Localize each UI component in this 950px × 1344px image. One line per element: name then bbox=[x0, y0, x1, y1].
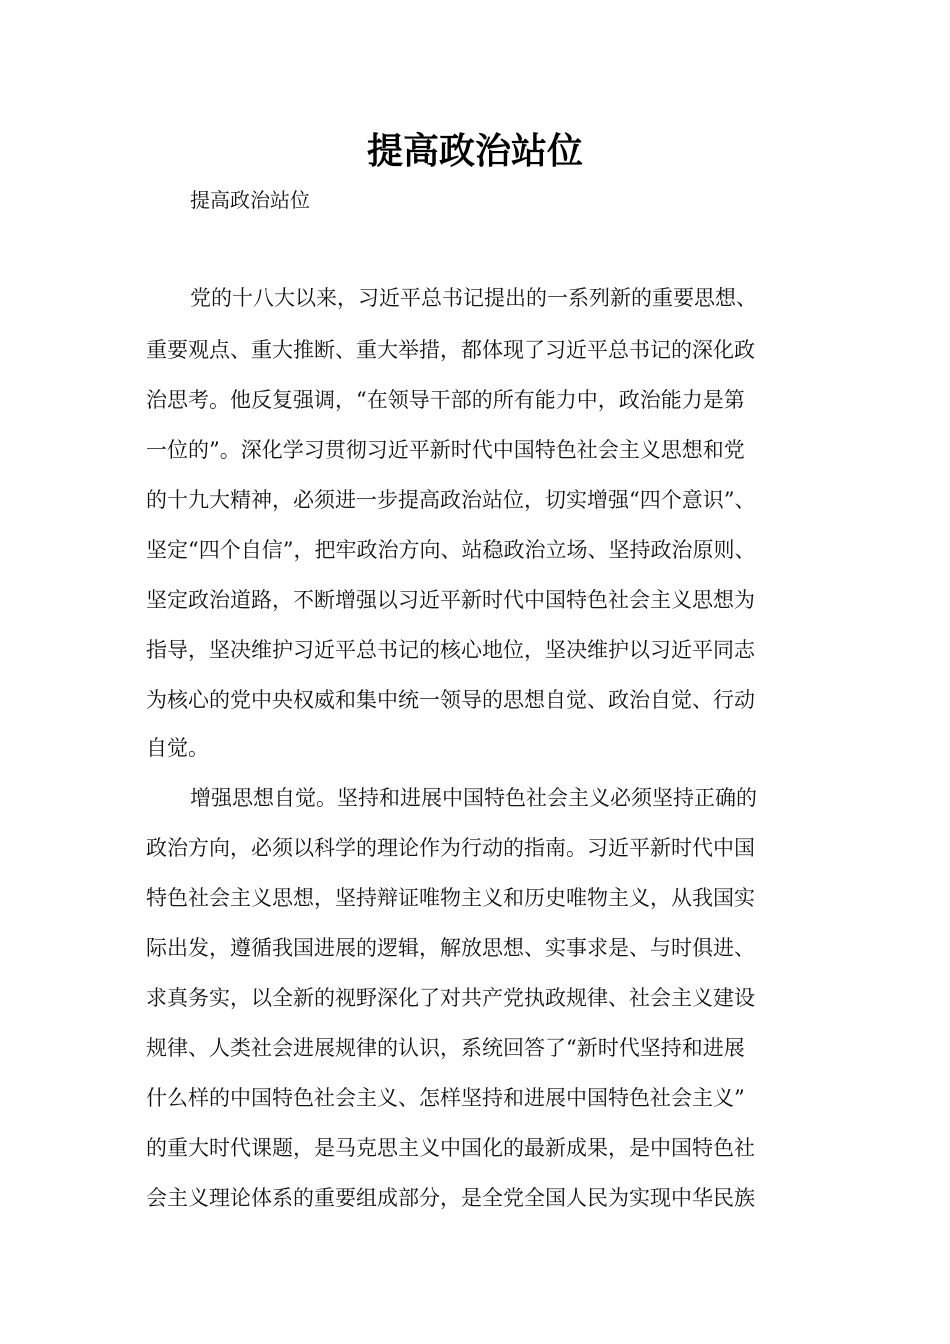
paragraph-2-line: 会主义理论体系的重要组成部分，是全党全国人民为实现中华民族 bbox=[146, 1186, 755, 1210]
document-subtitle: 提高政治站位 bbox=[190, 188, 310, 212]
paragraph-1-line: 党的十八大以来，习近平总书记提出的一系列新的重要思想、 bbox=[190, 286, 757, 310]
paragraph-1-line: 的十九大精神，必须进一步提高政治站位，切实增强“四个意识”、 bbox=[146, 488, 756, 512]
paragraph-2-line: 增强思想自觉。坚持和进展中国特色社会主义必须坚持正确的 bbox=[190, 786, 757, 810]
paragraph-1-line: 重要观点、重大推断、重大举措，都体现了习近平总书记的深化政 bbox=[146, 338, 755, 362]
paragraph-2-line: 特色社会主义思想，坚持辩证唯物主义和历史唯物主义，从我国实 bbox=[146, 886, 755, 910]
paragraph-1-line: 坚定“四个自信”，把牢政治方向、站稳政治立场、坚持政治原则、 bbox=[146, 538, 756, 562]
paragraph-2-line: 政治方向，必须以科学的理论作为行动的指南。习近平新时代中国 bbox=[146, 836, 755, 860]
paragraph-1-line: 治思考。他反复强调，“在领导干部的所有能力中，政治能力是第 bbox=[146, 388, 745, 412]
paragraph-1-line: 坚定政治道路，不断增强以习近平新时代中国特色社会主义思想为 bbox=[146, 588, 755, 612]
paragraph-2-line: 规律、人类社会进展规律的认识，系统回答了“新时代坚持和进展 bbox=[146, 1036, 745, 1060]
paragraph-1-line: 指导，坚决维护习近平总书记的核心地位，坚决维护以习近平同志 bbox=[146, 638, 755, 662]
paragraph-1-line: 为核心的党中央权威和集中统一领导的思想自觉、政治自觉、行动 bbox=[146, 688, 755, 712]
paragraph-1-line: 自觉。 bbox=[146, 736, 209, 760]
document-title: 提高政治站位 bbox=[366, 131, 583, 172]
paragraph-2-line: 求真务实，以全新的视野深化了对共产党执政规律、社会主义建设 bbox=[146, 986, 755, 1010]
paragraph-2-line: 际出发，遵循我国进展的逻辑，解放思想、实事求是、与时俱进、 bbox=[146, 936, 755, 960]
paragraph-2-line: 的重大时代课题，是马克思主义中国化的最新成果，是中国特色社 bbox=[146, 1136, 755, 1160]
paragraph-2-line: 什么样的中国特色社会主义、怎样坚持和进展中国特色社会主义” bbox=[146, 1086, 745, 1110]
paragraph-1-line: 一位的”。深化学习贯彻习近平新时代中国特色社会主义思想和党 bbox=[146, 438, 745, 462]
